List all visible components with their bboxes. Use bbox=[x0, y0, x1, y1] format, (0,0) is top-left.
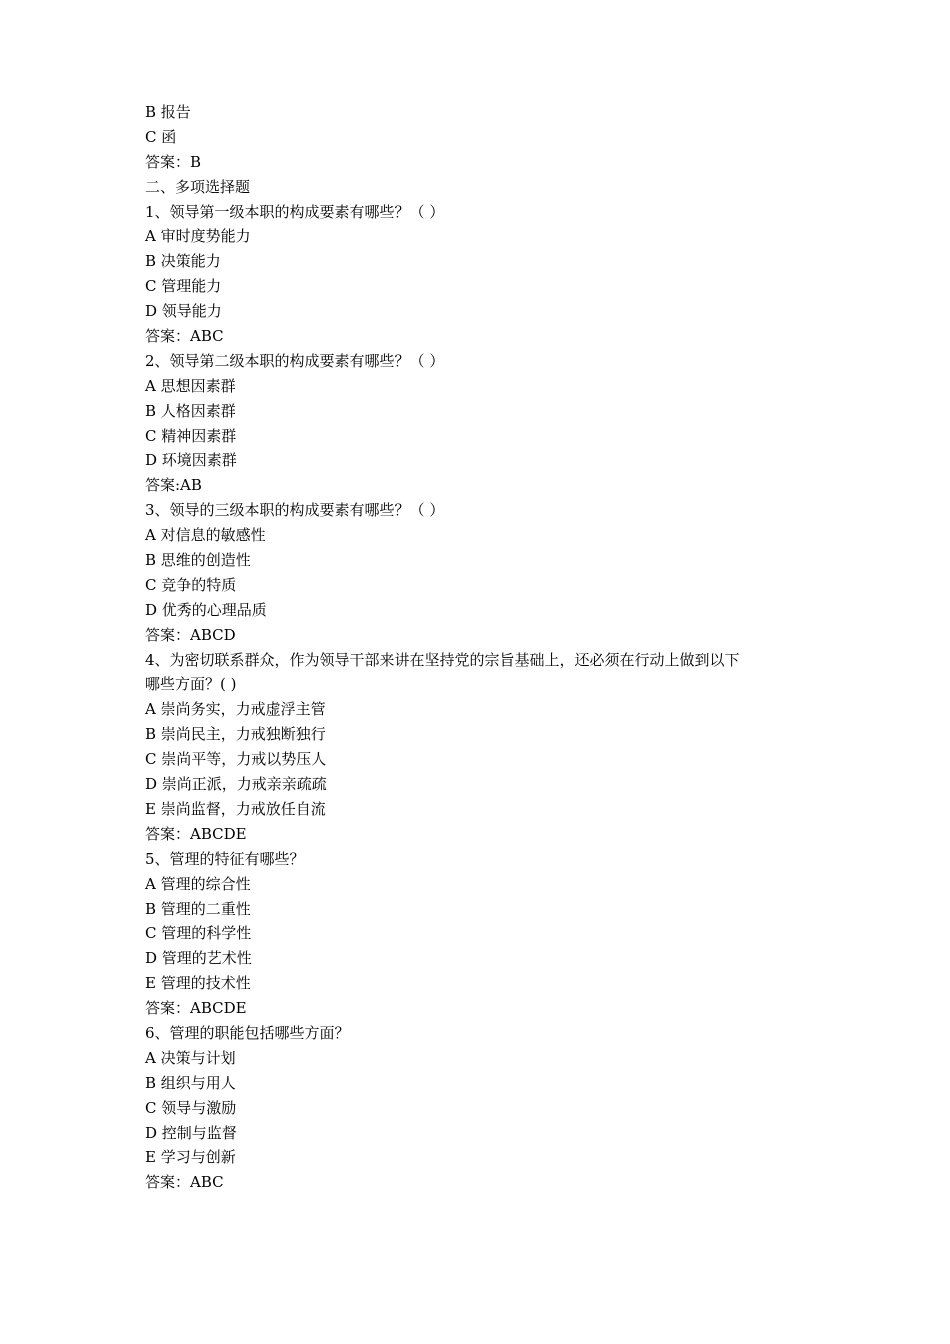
q5-option-e: E 管理的技术性 bbox=[145, 974, 251, 993]
option-b-prev: B 报告 bbox=[145, 103, 191, 121]
q4-option-d: D 崇尚正派，力戒亲亲疏疏 bbox=[145, 775, 327, 794]
q4-answer: 答案：ABCDE bbox=[145, 824, 247, 843]
q4-option-c: C 崇尚平等，力戒以势压人 bbox=[145, 750, 327, 769]
question-3: 3、领导的三级本职的构成要素有哪些？（ ） bbox=[145, 501, 445, 520]
q3-option-d: D 优秀的心理品质 bbox=[145, 600, 267, 619]
q1-option-a: A 审时度势能力 bbox=[145, 227, 251, 246]
q2-option-b: B 人格因素群 bbox=[145, 401, 236, 420]
question-1: 1、领导第一级本职的构成要素有哪些？（ ） bbox=[145, 202, 445, 221]
q3-option-a: A 对信息的敏感性 bbox=[145, 526, 266, 545]
q2-option-c: C 精神因素群 bbox=[145, 426, 237, 445]
q5-option-a: A 管理的综合性 bbox=[145, 874, 251, 893]
q1-option-d: D 领导能力 bbox=[145, 302, 222, 321]
q1-option-c: C 管理能力 bbox=[145, 277, 222, 296]
q5-option-c: C 管理的科学性 bbox=[145, 924, 252, 943]
section-heading: 二、多项选择题 bbox=[145, 177, 251, 196]
q6-answer: 答案：ABC bbox=[145, 1173, 224, 1192]
question-4-line-1: 4、为密切联系群众，作为领导干部来讲在坚持党的宗旨基础上，还必须在行动上做到以下 bbox=[145, 650, 740, 669]
document-page bbox=[145, 100, 825, 1195]
question-5: 5、管理的特征有哪些？ bbox=[145, 849, 305, 868]
q6-option-c: C 领导与激励 bbox=[145, 1098, 237, 1117]
q1-option-b: B 决策能力 bbox=[145, 252, 221, 271]
q2-option-d: D 环境因素群 bbox=[145, 451, 237, 470]
q6-option-d: D 控制与监督 bbox=[145, 1123, 237, 1142]
q3-option-c: C 竞争的特质 bbox=[145, 575, 237, 594]
q3-answer: 答案：ABCD bbox=[145, 625, 236, 644]
q1-answer: 答案：ABC bbox=[145, 327, 224, 346]
q5-answer: 答案：ABCDE bbox=[145, 999, 247, 1018]
question-2: 2、领导第二级本职的构成要素有哪些？（ ） bbox=[145, 351, 445, 370]
q2-option-a: A 思想因素群 bbox=[145, 376, 236, 395]
q4-option-a: A 崇尚务实，力戒虚浮主管 bbox=[145, 700, 326, 719]
q4-option-e: E 崇尚监督，力戒放任自流 bbox=[145, 799, 326, 818]
q6-option-a: A 决策与计划 bbox=[145, 1048, 236, 1067]
q6-option-e: E 学习与创新 bbox=[145, 1148, 236, 1167]
q5-option-d: D 管理的艺术性 bbox=[145, 949, 252, 968]
answer-prev: 答案：B bbox=[145, 152, 202, 171]
question-4-line-2: 哪些方面？( ) bbox=[145, 675, 237, 694]
q2-answer: 答案:AB bbox=[145, 476, 202, 495]
q3-option-b: B 思维的创造性 bbox=[145, 551, 251, 570]
question-6: 6、管理的职能包括哪些方面？ bbox=[145, 1023, 350, 1042]
option-c-prev: C 函 bbox=[145, 127, 177, 146]
q5-option-b: B 管理的二重性 bbox=[145, 899, 251, 918]
q6-option-b: B 组织与用人 bbox=[145, 1073, 236, 1092]
q4-option-b: B 崇尚民主，力戒独断独行 bbox=[145, 725, 326, 744]
